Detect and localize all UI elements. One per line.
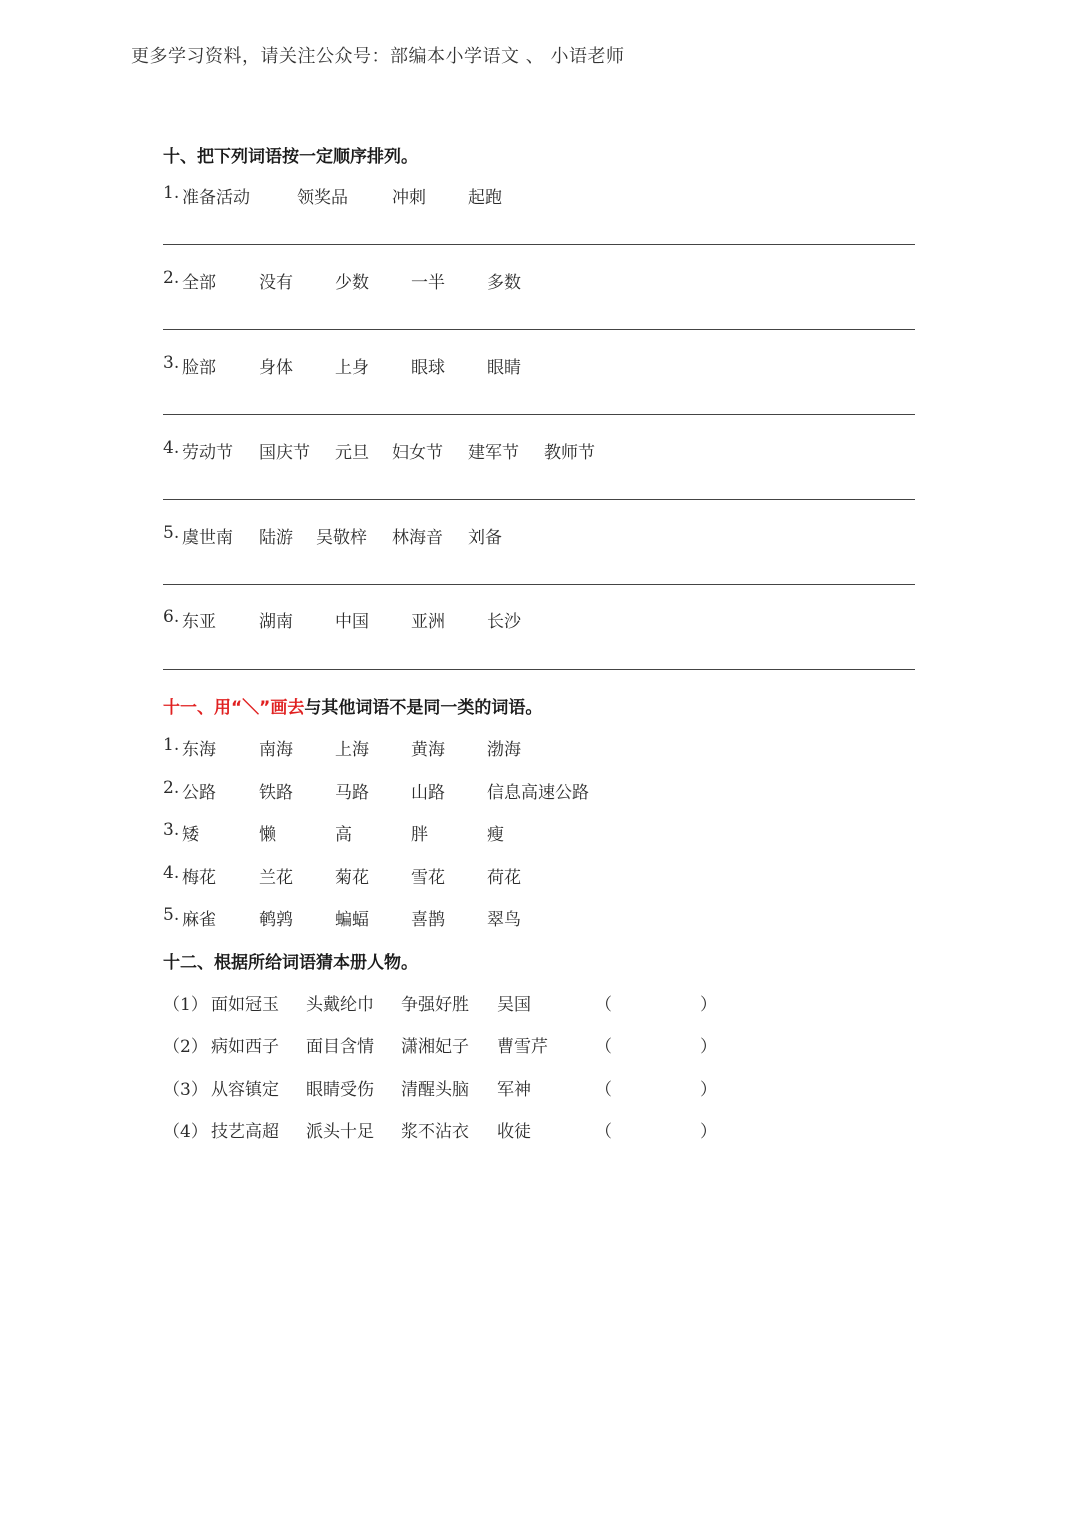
item-number: 1. [163,183,180,203]
word[interactable]: 鹌鹑 [259,910,293,930]
answer-line[interactable] [163,584,915,585]
word: 建军节 [468,443,519,463]
word: 全部 [182,273,216,293]
clue-word: 收徒 [497,1122,531,1142]
clue-word: 眼睛受伤 [306,1080,374,1100]
item-number: 4. [163,438,180,458]
word: 冲刺 [392,188,426,208]
answer-line[interactable] [163,414,915,415]
word: 多数 [487,273,521,293]
word: 眼球 [411,358,445,378]
word[interactable]: 梅花 [182,868,216,888]
word[interactable]: 黄海 [411,740,445,760]
word[interactable]: 翠鸟 [487,910,521,930]
answer-close-paren: ） [700,1037,717,1057]
answer-line[interactable] [163,329,915,330]
word[interactable]: 矮 [182,825,199,845]
item-number: 4. [163,863,180,883]
answer-line[interactable] [163,499,915,500]
word: 中国 [335,612,369,632]
answer-line[interactable] [163,244,915,245]
word[interactable]: 兰花 [259,868,293,888]
answer-line[interactable] [163,669,915,670]
item-number: 3. [163,353,180,373]
word: 劳动节 [182,443,233,463]
clue-word: 潇湘妃子 [401,1037,469,1057]
word[interactable]: 上海 [335,740,369,760]
word[interactable]: 懒 [259,825,276,845]
word[interactable]: 瘦 [487,825,504,845]
clue-word: 头戴纶巾 [306,995,374,1015]
word[interactable]: 麻雀 [182,910,216,930]
answer-open-paren[interactable]: （ [595,1080,612,1100]
item-number: 5. [163,905,180,925]
item-number: （4） [163,1122,208,1142]
word: 脸部 [182,358,216,378]
clue-word: 军神 [497,1080,531,1100]
word[interactable]: 公路 [182,783,216,803]
word: 少数 [335,273,369,293]
word[interactable]: 南海 [259,740,293,760]
word[interactable]: 高 [335,825,352,845]
word: 没有 [259,273,293,293]
word: 领奖品 [297,188,348,208]
word[interactable]: 铁路 [259,783,293,803]
word[interactable]: 菊花 [335,868,369,888]
word: 长沙 [487,612,521,632]
answer-open-paren[interactable]: （ [595,1122,612,1142]
answer-close-paren: ） [700,1122,717,1142]
clue-word: 面如冠玉 [211,995,279,1015]
word: 一半 [411,273,445,293]
word[interactable]: 荷花 [487,868,521,888]
clue-word: 从容镇定 [211,1080,279,1100]
clue-word: 争强好胜 [401,995,469,1015]
word[interactable]: 山路 [411,783,445,803]
word: 东亚 [182,612,216,632]
word: 上身 [335,358,369,378]
clue-word: 派头十足 [306,1122,374,1142]
word: 妇女节 [392,443,443,463]
word: 身体 [259,358,293,378]
item-number: 2. [163,778,180,798]
clue-word: 浆不沾衣 [401,1122,469,1142]
section-12-title: 十二、根据所给词语猜本册人物。 [163,953,418,973]
word[interactable]: 蝙蝠 [335,910,369,930]
item-number: 2. [163,268,180,288]
word[interactable]: 喜鹊 [411,910,445,930]
item-number: （1） [163,995,208,1015]
word[interactable]: 信息高速公路 [487,783,589,803]
section-10-title: 十、把下列词语按一定顺序排列。 [163,147,418,167]
item-number: 6. [163,607,180,627]
answer-open-paren[interactable]: （ [595,995,612,1015]
word: 虞世南 [182,528,233,548]
item-number: （3） [163,1080,208,1100]
word: 国庆节 [259,443,310,463]
word[interactable]: 马路 [335,783,369,803]
clue-word: 清醒头脑 [401,1080,469,1100]
word: 教师节 [544,443,595,463]
word: 起跑 [468,188,502,208]
section-11-title-highlight: 十一、用“＼”画去 [163,698,305,718]
item-number: （2） [163,1037,208,1057]
header-note: 更多学习资料，请关注公众号：部编本小学语文 、 小语老师 [131,46,625,67]
answer-open-paren[interactable]: （ [595,1037,612,1057]
item-number: 3. [163,820,180,840]
word: 林海音 [392,528,443,548]
item-number: 5. [163,523,180,543]
word[interactable]: 雪花 [411,868,445,888]
clue-word: 病如西子 [211,1037,279,1057]
clue-word: 吴国 [497,995,531,1015]
word: 湖南 [259,612,293,632]
word[interactable]: 东海 [182,740,216,760]
answer-close-paren: ） [700,995,717,1015]
word: 眼睛 [487,358,521,378]
section-11-title-rest: 与其他词语不是同一类的词语。 [304,698,543,718]
clue-word: 技艺高超 [211,1122,279,1142]
word[interactable]: 渤海 [487,740,521,760]
clue-word: 面目含情 [306,1037,374,1057]
word: 吴敬梓 [316,528,367,548]
word: 刘备 [468,528,502,548]
answer-close-paren: ） [700,1080,717,1100]
word[interactable]: 胖 [411,825,428,845]
word: 元旦 [335,443,369,463]
clue-word: 曹雪芹 [497,1037,548,1057]
word: 亚洲 [411,612,445,632]
word: 陆游 [259,528,293,548]
section-11-title [163,693,542,718]
word: 准备活动 [182,188,250,208]
item-number: 1. [163,735,180,755]
